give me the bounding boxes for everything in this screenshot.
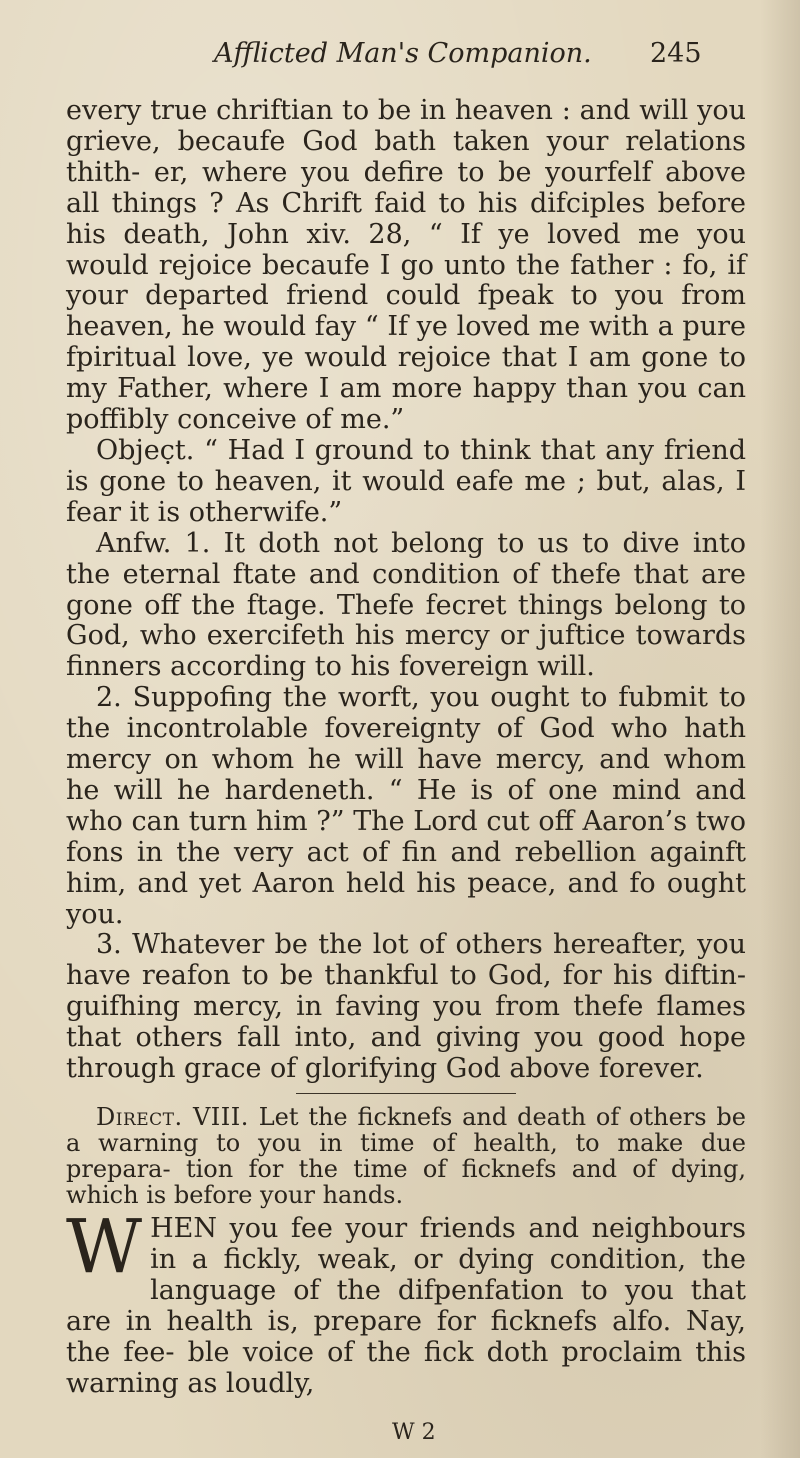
running-title: Afflicted Man's Companion. (214, 38, 592, 69)
paragraph-objection: Objec̣t. “ Had I ground to think that any friend is gone to heaven, it would eafe me ; but, alas, I fear it is otherwife.” (66, 434, 746, 528)
section-divider (296, 1093, 516, 1094)
paragraph-answer-1: Anfw. 1. It doth not belong to us to dive into the eternal ftate and condition of thefe that are gone off the ftage. Thefe fecret things belong to God, who exercifeth his mercy or juftice towards finners according to his fovereign will. (66, 527, 746, 683)
final-paragraph-text: HEN you fee your friends and neighbours in a fickly, weak, or dying condition, the language of the difpenfation to you that are in health is, prepare for ficknefs alfo. Nay, the fee- ble voice of the fick doth proclaim this warning as loudly, (66, 1213, 746, 1399)
page-number: 245 (650, 38, 702, 69)
page-edge-shadow (760, 0, 800, 1458)
final-paragraph (66, 1204, 746, 1399)
directive-block (66, 1104, 746, 1208)
signature-mark: W 2 (392, 1420, 436, 1445)
directive-text: Let the ficknefs and death of others be a warning to you in time of health, to make due prepara- tion for the time of ficknefs and of dying, which is before your hands. (66, 1103, 746, 1209)
paragraph-answer-2: 2. Suppofing the worft, you ought to fubmit to the incontrolable fovereignty of God who hath mercy on whom he will have mercy, and whom he will he hardeneth. “ He is of one mind and who can turn him ?” The Lord cut off Aaron’s two fons in the very act of fin and rebellion againft him, and yet Aaron held his peace, and fo ought you. (66, 682, 746, 930)
drop-cap: W (66, 1204, 143, 1290)
paragraph-answer-3: 3. Whatever be the lot of others hereafter, you have reafon to be thankful to God, for his diftin- guifhing mercy, in faving you from thefe flames that others fall into, and giving you good hope through grace of glorifying God above forever. (66, 929, 746, 1085)
directive-heading: Direct. VIII. (96, 1103, 249, 1131)
running-head (66, 38, 752, 96)
paragraph-continuation: every true chriftian to be in heaven : and will you grieve, becaufe God bath taken your relations thith- er, where you defire to be yourfelf above all things ? As Chrift faid to his difciples before his death, John xiv. 28, “ If ye loved me you would rejoice becaufe I go unto the father : fo, if your departed friend could fpeak to you from heaven, he would fay “ If ye loved me with a pure fpiritual love, ye would rejoice that I am gone to my Father, where I am more happy than you can poffibly conceive of me.” (66, 95, 746, 436)
